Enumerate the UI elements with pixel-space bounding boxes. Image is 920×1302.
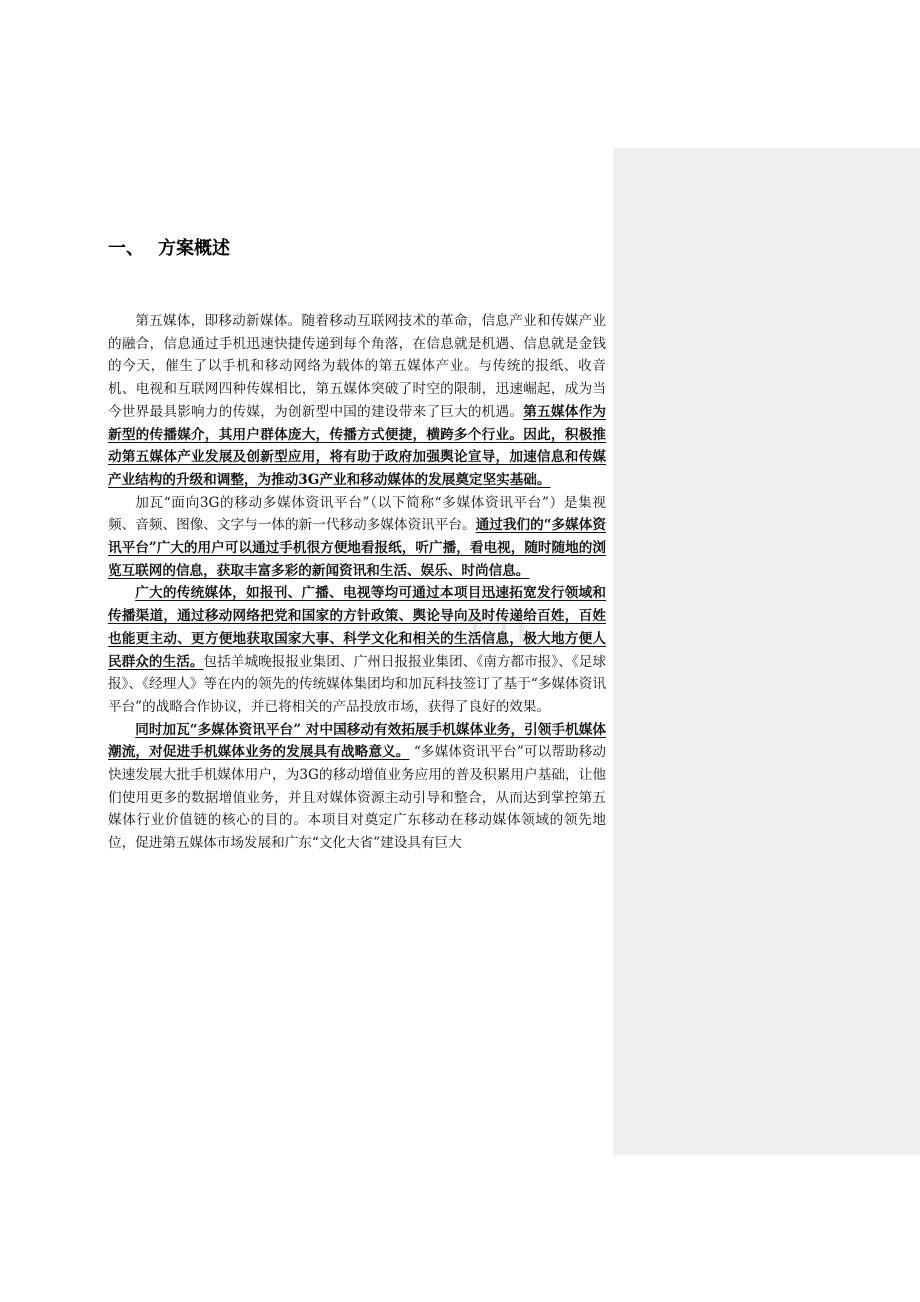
paragraph: [108, 310, 606, 492]
emphasized-text: 通过我们的“多媒体资讯平台”广大的用户可以通过手机很方便地看报纸，听广播，看电视，随时随地的浏览互联网的信息，获取丰富多彩的新闻资讯和生活、娱乐、时尚信息。: [108, 517, 607, 579]
paragraph-text: “多媒体资讯平台”可以帮助移动快速发展大批手机媒体用户，为3G的移动增值业务应用的普及积累用户基础，让他们使用更多的数据增值业务，并且对媒体资源主动引导和整合，从而达到掌控第五媒体行业价值链的核心的目的。本项目对奠定广东移动在移动媒体领域的领先地位，促进第五媒体市场发展和广东“文化大省”建设具有巨大: [108, 744, 606, 852]
document-body: [108, 310, 606, 855]
emphasized-text: 广大的传统媒体，如报刊、广播、电视等均可通过本项目迅速拓宽发行领域和传播渠道，通过移动网络把党和国家的方针政策、舆论导向及时传递给百姓，百姓也能更主动、更方便地获取国家大事、科学文化和相关的生活信息，极大地方便人民群众的生活。: [108, 585, 606, 670]
section-number: 一、: [108, 238, 144, 259]
paragraph-text: 加瓦“面向3G的移动多媒体资讯平台”（以下简称“多媒体资讯平台”）是集视频、音频、图像、文字与一体的新一代移动多媒体资讯平台。: [108, 494, 606, 534]
paragraph-text: 包括羊城晚报报业集团、广州日报报业集团、《南方都市报》、《足球报》、《经理人》等在内的领先的传统媒体集团均和加瓦科技签订了基于“多媒体资讯平台”的战略合作协议，并已将相关的产品投放市场，获得了良好的效果。: [108, 653, 607, 715]
section-title: 方案概述: [158, 238, 230, 259]
paragraph: [108, 719, 606, 855]
emphasized-text: 第五媒体作为新型的传播媒介，其用户群体庞大，传播方式便捷，横跨多个行业。因此，积极推动第五媒体产业发展及创新型应用，将有助于政府加强舆论宣导，加速信息和传媒产业结构的升级和调整，为推动3G产业和移动媒体的发展奠定坚实基础。: [108, 403, 606, 488]
paragraph: [108, 492, 606, 583]
paragraph-text: 第五媒体，即移动新媒体。随着移动互联网技术的革命，信息产业和传媒产业的融合，信息通过手机迅速快捷传递到每个角落，在信息就是机遇、信息就是金钱的今天，催生了以手机和移动网络为载体的第五媒体产业。与传统的报纸、收音机、电视和互联网四种传媒相比，第五媒体突破了时空的限制，迅速崛起，成为当今世界最具影响力的传媒，为创新型中国的建设带来了巨大的机遇。: [108, 313, 606, 420]
emphasized-text: 同时加瓦“多媒体资讯平台” 对中国移动有效拓展手机媒体业务，引领手机媒体潮流，对促进手机媒体业务的发展具有战略意义。: [108, 721, 606, 761]
paragraph: [108, 582, 606, 718]
comment-margin-pane: [613, 148, 920, 1155]
section-heading: [108, 234, 230, 260]
watermark-text: cn: [470, 598, 529, 654]
